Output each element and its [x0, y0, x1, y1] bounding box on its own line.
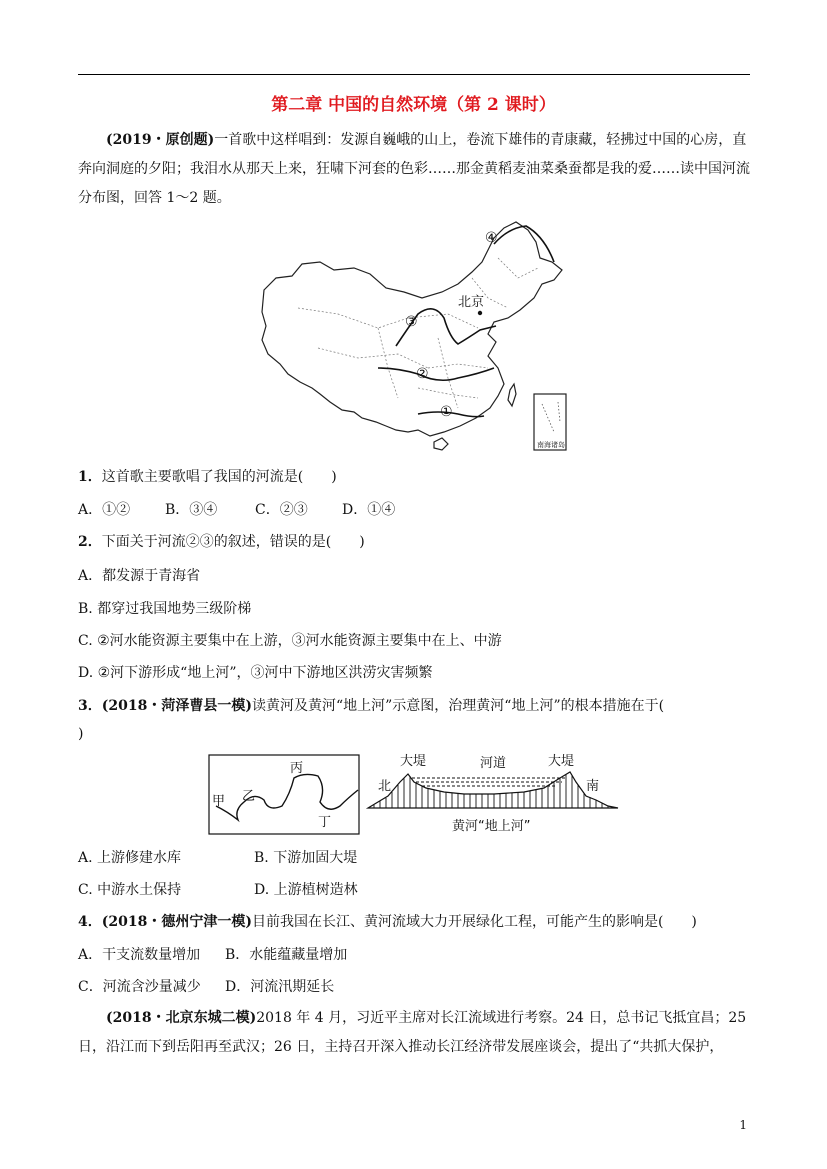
question-2-number: 2．	[78, 534, 102, 550]
yangtze-river-line	[378, 368, 494, 380]
label-jia: 甲	[212, 794, 226, 809]
q1-option-a[interactable]: A．①②	[78, 502, 131, 518]
label-yi: 乙	[242, 789, 256, 804]
passage-2-text: 2018 年 4 月，习近平主席对长江流域进行考察。24 日，总书记飞抵宜昌；25 日，沿江而下到岳阳再至武汉；26 日，主持召开深入推动长江经济带发展座谈会，提出了“共抓大保护，	[78, 1010, 747, 1055]
question-3-source: (2018・菏泽曹县一模)	[101, 698, 252, 714]
question-3-options-row2	[78, 879, 358, 899]
q2-option-d[interactable]: D. ②河下游形成“地上河”，③河中下游地区洪涝灾害频繁	[78, 665, 433, 681]
q4-option-b[interactable]: B．水能蕴藏量增加	[225, 947, 348, 963]
q4-option-d[interactable]: D．河流汛期延长	[225, 979, 335, 995]
intro-text: 一首歌中这样唱到：发源自巍峨的山上，卷流下雄伟的青康藏，轻拂过中国的心房，直奔向洞庭的夕阳；我泪水从那天上来，狂啸下河套的色彩……那金黄稻麦油菜桑蚕都是我的爱……读中国河流分布图，回答 1～2 题。	[78, 132, 750, 206]
question-4-source: (2018・德州宁津一模)	[101, 914, 252, 930]
passage-2	[78, 1004, 750, 1062]
label-channel: 河道	[480, 756, 507, 771]
question-1-options	[78, 499, 395, 519]
taiwan-island	[508, 384, 516, 406]
q4-option-c[interactable]: C．河流含沙量减少	[78, 979, 201, 995]
elevated-river-profile	[364, 748, 624, 838]
question-1-stem	[78, 466, 337, 486]
question-3-stem-end: )	[78, 726, 84, 742]
beijing-label: 北京	[458, 295, 485, 310]
label-dike-left: 大堤	[400, 754, 427, 769]
levee-profile	[368, 772, 618, 808]
question-4-options-row1	[78, 944, 347, 964]
river-mark-2: ②	[416, 366, 429, 382]
question-1-text: 这首歌主要歌唱了我国的河流是( )	[101, 469, 337, 485]
page-number: 1	[739, 1118, 747, 1132]
beijing-marker	[478, 311, 482, 315]
hainan-island	[434, 438, 448, 450]
intro-paragraph	[78, 126, 750, 213]
question-4-text: 目前我国在长江、黄河流域大力开展绿化工程，可能产生的影响是( )	[251, 914, 697, 930]
q1-option-b[interactable]: B．③④	[165, 502, 218, 518]
river-mark-1: ①	[440, 404, 453, 420]
question-2-text: 下面关于河流②③的叙述，错误的是( )	[101, 534, 365, 550]
question-4-stem	[78, 911, 697, 931]
page-title: 第二章 中国的自然环境（第 2 课时）	[271, 95, 556, 115]
q1-option-d[interactable]: D．①④	[342, 502, 396, 518]
q3-option-a[interactable]: A. 上游修建水库	[78, 850, 182, 866]
south-sea-inset-label: 南海诸岛	[537, 441, 565, 449]
china-river-map	[258, 218, 570, 454]
profile-caption: 黄河“地上河”	[452, 819, 531, 834]
heilongjiang-river-line	[494, 226, 554, 262]
question-1-number: 1．	[78, 469, 102, 485]
q4-option-a[interactable]: A．干支流数量增加	[78, 947, 201, 963]
intro-source: (2019・原创题)	[106, 132, 215, 148]
label-south: 南	[586, 779, 600, 794]
question-3-text: 读黄河及黄河“地上河”示意图，治理黄河“地上河”的根本措施在于(	[251, 698, 665, 714]
q3-option-c[interactable]: C. 中游水土保持	[78, 882, 182, 898]
question-4-number: 4．	[78, 914, 102, 930]
river-mark-3: ③	[405, 314, 418, 330]
question-3-stem	[78, 695, 664, 715]
q3-option-b[interactable]: B. 下游加固大堤	[254, 850, 358, 866]
label-bing: 丙	[290, 761, 304, 776]
header-rule	[78, 74, 750, 75]
q1-option-c[interactable]: C．②③	[255, 502, 308, 518]
question-4-options-row2	[78, 976, 334, 996]
q2-option-a[interactable]: A．都发源于青海省	[78, 568, 201, 584]
q3-option-d[interactable]: D. 上游植树造林	[254, 882, 358, 898]
question-3-options-row1	[78, 847, 357, 867]
q2-option-c[interactable]: C. ②河水能资源主要集中在上游，③河水能资源主要集中在上、中游	[78, 633, 502, 649]
label-dike-right: 大堤	[548, 754, 575, 769]
question-2-stem	[78, 531, 365, 551]
question-3-number: 3．	[78, 698, 102, 714]
passage-2-source: (2018・北京东城二模)	[106, 1010, 257, 1026]
yellow-river-sketch	[208, 754, 360, 836]
label-ding: 丁	[318, 815, 332, 830]
yellow-river-course	[216, 774, 358, 820]
label-north: 北	[378, 779, 392, 794]
river-mark-4: ④	[485, 230, 498, 246]
q2-option-b[interactable]: B. 都穿过我国地势三级阶梯	[78, 601, 252, 617]
